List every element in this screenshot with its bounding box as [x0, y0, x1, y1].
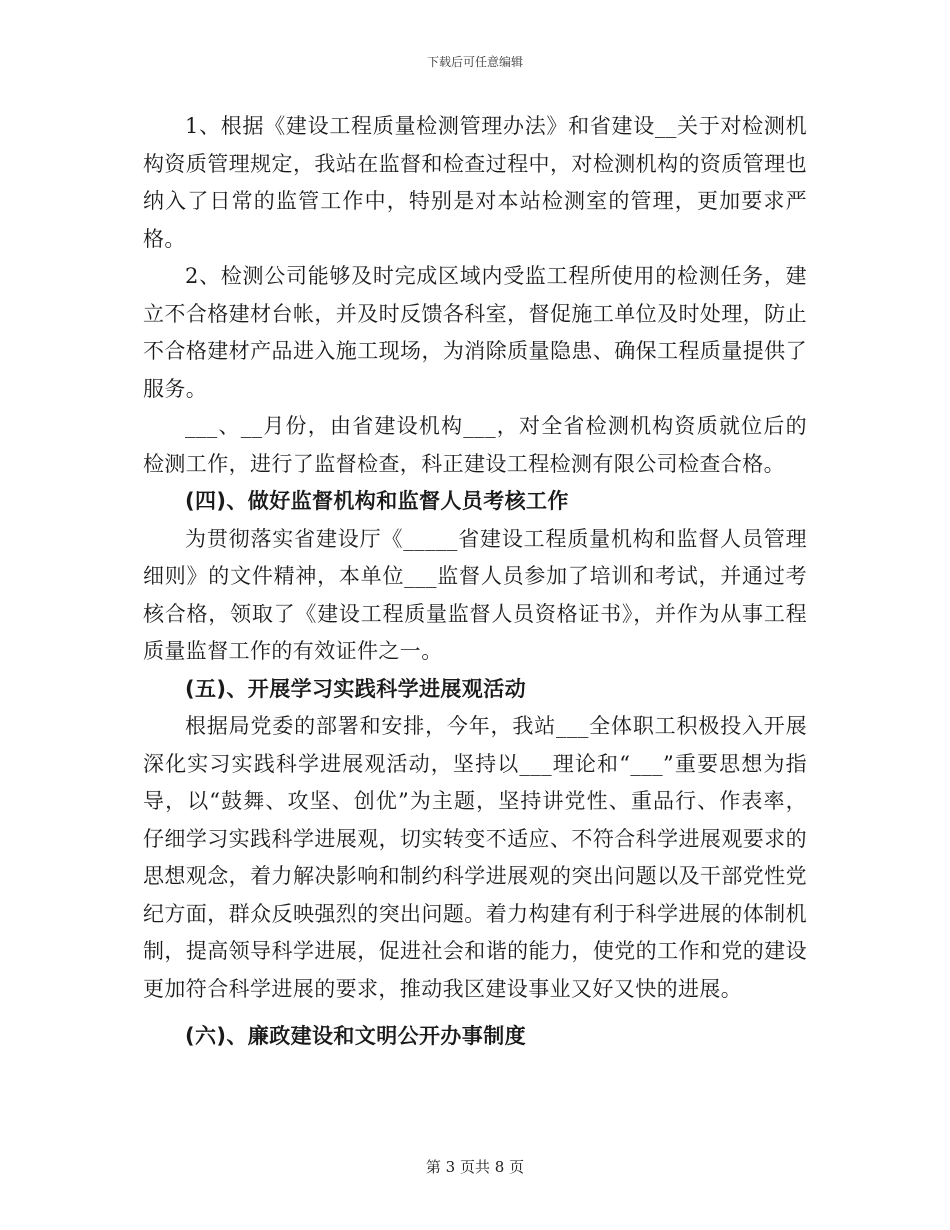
- paragraph-2: 2、检测公司能够及时完成区域内受监工程所使用的检测任务，建立不合格建材台帐，并及时反馈各科室，督促施工单位及时处理，防止不合格建材产品进入施工现场，为消除质量隐患、确保工程质量提供了服务。: [143, 264, 807, 401]
- paragraph-4: 为贯彻落实省建设厅《_____省建设工程质量机构和监督人员管理细则》的文件精神，本单位___监督人员参加了培训和考试，并通过考核合格，领取了《建设工程质量监督人员资格证书》，并作为从事工程质量监督工作的有效证件之一。: [143, 526, 807, 663]
- page-header: 下载后可任意编辑: [426, 55, 523, 69]
- section-heading-6: (六)、廉政建设和文明公开办事制度: [185, 1024, 526, 1048]
- section-heading-4: (四)、做好监督机构和监督人员考核工作: [185, 489, 569, 513]
- page-footer: 第 3 页共 8 页: [425, 1158, 525, 1176]
- paragraph-3: ___、__月份，由省建设机构___，对全省检测机构资质就位后的检测工作，进行了监督检查，科正建设工程检测有限公司检查合格。: [143, 414, 807, 476]
- section-heading-5: (五)、开展学习实践科学进展观活动: [185, 676, 526, 701]
- document-body: [143, 108, 807, 1056]
- paragraph-1: 1、根据《建设工程质量检测管理办法》和省建设__关于对检测机构资质管理规定，我站在监督和检查过程中，对检测机构的资质管理也纳入了日常的监管工作中，特别是对本站检测室的管理，更加要求严格。: [143, 114, 807, 251]
- paragraph-5: 根据局党委的部署和安排，今年，我站___全体职工积极投入开展深化实习实践科学进展观活动，坚持以___理论和“___”重要思想为指导，以“鼓舞、攻坚、创优”为主题，坚持讲党性、重品行、作表率，仔细学习实践科学进展观，切实转变不适应、不符合科学进展观要求的思想观念，着力解决影响和制约科学进展观的突出问题以及干部党性党纪方面，群众反映强烈的突出问题。着力构建有利于科学进展的体制机制，提高领导科学进展，促进社会和谐的能力，使党的工作和党的建设更加符合科学进展的要求，推动我区建设事业又好又快的进展。: [143, 714, 807, 1001]
